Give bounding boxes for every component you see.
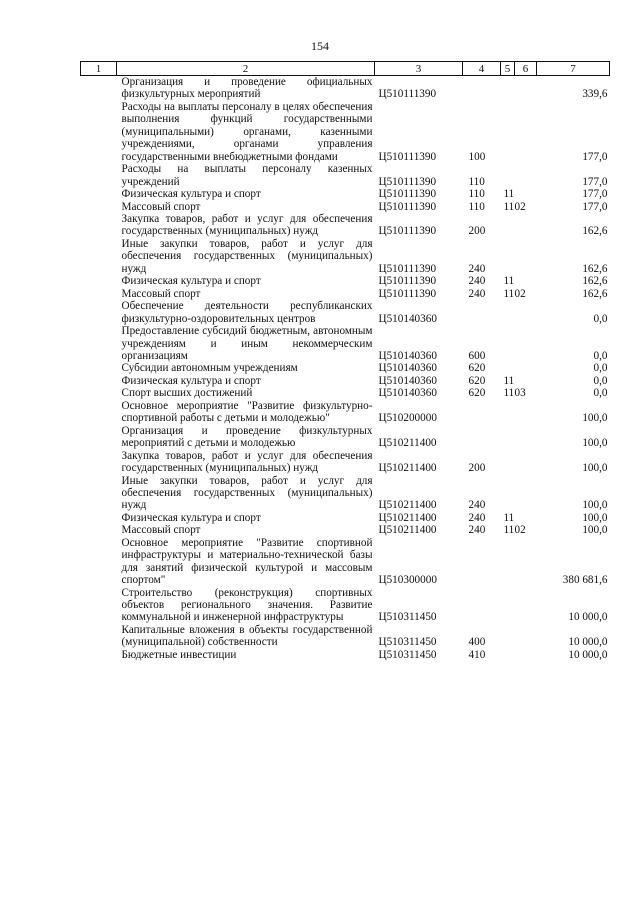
row-subsection	[515, 238, 537, 275]
row-name: Организация и проведение физкультурных мероприятий с детьми и молодежью	[121, 424, 373, 450]
row-number-cell	[81, 163, 117, 188]
row-subsection	[515, 425, 537, 450]
row-expense-type	[463, 537, 501, 587]
row-section	[501, 300, 515, 325]
page-number: 154	[311, 39, 329, 53]
table-row	[81, 375, 610, 387]
row-amount: 380 681,6	[562, 574, 608, 587]
row-number-cell	[81, 325, 117, 362]
row-number-cell	[81, 188, 117, 200]
table-row	[81, 524, 610, 536]
row-amount: 177,0	[582, 200, 608, 213]
row-amount: 177,0	[582, 175, 608, 188]
row-number-cell	[81, 375, 117, 387]
row-amount: 100,0	[582, 412, 608, 425]
row-expense-type: 620	[468, 362, 486, 375]
row-subsection	[515, 362, 537, 374]
table-header	[81, 62, 610, 76]
header-col-6: 6	[515, 62, 537, 76]
row-target-code: Ц510211400	[378, 499, 437, 512]
row-expense-type: 240	[468, 499, 486, 512]
row-expense-type: 620	[468, 374, 486, 387]
table-row	[81, 362, 610, 374]
table-body	[81, 76, 610, 662]
row-subsection	[515, 275, 537, 287]
row-name: Массовый спорт	[121, 287, 201, 300]
row-number-cell	[81, 512, 117, 524]
header-col-3: 3	[375, 62, 463, 76]
row-target-code: Ц510140360	[378, 374, 437, 387]
row-name: Расходы на выплаты персоналу казенных учреждений	[121, 163, 373, 188]
row-amount: 100,0	[582, 524, 608, 537]
row-section	[501, 213, 515, 238]
row-name: Иные закупки товаров, работ и услуг для обеспечения государственных (муниципальных) нужд	[121, 237, 373, 275]
row-amount: 10 000,0	[568, 648, 608, 661]
table-row	[81, 649, 610, 661]
row-number-cell	[81, 624, 117, 649]
header-col-5: 5	[501, 62, 515, 76]
row-target-code: Ц510311450	[378, 648, 437, 661]
row-number-cell	[81, 201, 117, 213]
row-expense-type: 100	[468, 150, 486, 163]
row-expense-type	[463, 76, 501, 101]
row-subsection	[515, 587, 537, 624]
row-expense-type: 240	[468, 511, 486, 524]
table-row	[81, 425, 610, 450]
table-row	[81, 275, 610, 287]
row-section	[501, 450, 515, 475]
row-subsection	[515, 537, 537, 587]
row-name: Основное мероприятие "Развитие спортивной инфраструктуры и материально-технической базы для занятий физической культурой и массовым спортом"	[121, 536, 373, 587]
budget-table	[80, 61, 610, 661]
row-section	[501, 537, 515, 587]
row-subsection: 02	[514, 200, 526, 213]
header-col-7: 7	[537, 62, 610, 76]
row-target-code: Ц510140360	[378, 312, 437, 325]
table-row	[81, 101, 610, 163]
row-expense-type: 110	[468, 188, 485, 201]
row-section	[501, 624, 515, 649]
row-name: Массовый спорт	[121, 200, 201, 213]
table-row	[81, 163, 610, 188]
row-expense-type	[463, 400, 501, 425]
row-section: 11	[503, 524, 515, 537]
row-subsection	[515, 375, 537, 387]
row-target-code: Ц510140360	[378, 387, 437, 400]
row-section	[501, 163, 515, 188]
row-target-code: Ц510311450	[378, 636, 437, 649]
row-target-code: Ц510211400	[378, 524, 437, 537]
row-amount: 162,6	[582, 287, 608, 300]
row-target-code: Ц510111390	[378, 262, 437, 275]
row-name: Физическая культура и спорт	[121, 374, 261, 387]
row-target-code: Ц510111390	[378, 188, 437, 201]
row-target-code: Ц510111390	[378, 275, 437, 288]
row-section: 11	[503, 511, 515, 524]
row-amount: 177,0	[582, 150, 608, 163]
row-expense-type: 410	[468, 648, 486, 661]
row-subsection: 02	[514, 287, 526, 300]
row-target-code: Ц510140360	[378, 349, 437, 362]
row-section	[501, 325, 515, 362]
row-amount: 100,0	[582, 511, 608, 524]
row-name: Закупка товаров, работ и услуг для обеспечения государственных (муниципальных) нужд	[121, 449, 373, 475]
row-number-cell	[81, 649, 117, 661]
row-subsection	[515, 624, 537, 649]
row-amount: 339,6	[582, 88, 608, 101]
row-number-cell	[81, 300, 117, 325]
row-expense-type: 200	[468, 225, 486, 238]
row-number-cell	[81, 587, 117, 624]
row-section: 11	[503, 374, 515, 387]
row-target-code: Ц510211400	[378, 437, 437, 450]
row-name: Обеспечение деятельности республиканских физкультурно-оздоровительных центров	[121, 300, 373, 325]
row-number-cell	[81, 275, 117, 287]
row-number-cell	[81, 362, 117, 374]
row-target-code: Ц510211400	[378, 511, 437, 524]
row-section: 11	[503, 200, 515, 213]
row-number-cell	[81, 76, 117, 101]
row-amount: 162,6	[582, 262, 608, 275]
row-section: 11	[503, 387, 515, 400]
row-amount: 0,0	[593, 374, 608, 387]
row-number-cell	[81, 238, 117, 275]
row-subsection	[515, 101, 537, 163]
row-name: Предоставление субсидий бюджетным, автономным учреждениям и иным некоммерческим организациям	[121, 325, 373, 362]
row-section	[501, 649, 515, 661]
row-subsection	[515, 649, 537, 661]
row-target-code: Ц510111390	[378, 175, 437, 188]
row-target-code: Ц510300000	[378, 574, 437, 587]
row-name: Строительство (реконструкция) спортивных объектов регионального значения. Развитие коммунальной и инженерной инфраструктуры	[121, 586, 373, 624]
row-expense-type: 240	[468, 262, 486, 275]
table-row	[81, 387, 610, 399]
row-subsection	[515, 325, 537, 362]
row-section	[501, 76, 515, 101]
row-amount: 10 000,0	[568, 636, 608, 649]
row-name: Физическая культура и спорт	[121, 188, 261, 201]
row-amount: 0,0	[593, 349, 608, 362]
table-row	[81, 238, 610, 275]
row-expense-type: 240	[468, 275, 486, 288]
row-subsection	[515, 400, 537, 425]
row-section	[501, 475, 515, 512]
table-row	[81, 201, 610, 213]
row-amount: 0,0	[593, 362, 608, 375]
table-row	[81, 587, 610, 624]
row-expense-type: 600	[468, 349, 486, 362]
row-name: Основное мероприятие "Развитие физкультурно-спортивной работы с детьми и молодежью"	[121, 399, 373, 425]
row-name: Организация и проведение официальных физкультурных мероприятий	[121, 76, 373, 101]
row-number-cell	[81, 450, 117, 475]
row-target-code: Ц510111390	[378, 287, 437, 300]
row-name: Субсидии автономным учреждениям	[121, 362, 298, 375]
row-name: Бюджетные инвестиции	[121, 648, 237, 661]
table-row	[81, 188, 610, 200]
header-col-2: 2	[117, 62, 375, 76]
row-subsection	[515, 213, 537, 238]
header-row	[81, 62, 610, 76]
row-target-code: Ц510111390	[378, 225, 437, 238]
row-target-code: Ц510140360	[378, 362, 437, 375]
row-target-code: Ц510111390	[378, 88, 437, 101]
row-number-cell	[81, 425, 117, 450]
row-amount: 100,0	[582, 499, 608, 512]
row-target-code: Ц510211400	[378, 462, 437, 475]
row-subsection	[515, 163, 537, 188]
table-row	[81, 537, 610, 587]
row-expense-type: 240	[468, 287, 486, 300]
row-expense-type: 620	[468, 387, 486, 400]
row-section: 11	[503, 287, 515, 300]
row-section: 11	[503, 275, 515, 288]
row-amount: 177,0	[582, 188, 608, 201]
row-expense-type: 240	[468, 524, 486, 537]
row-name: Спорт высших достижений	[121, 387, 253, 400]
row-section	[501, 400, 515, 425]
row-number-cell	[81, 537, 117, 587]
header-col-1: 1	[81, 62, 117, 76]
row-section: 11	[503, 188, 515, 201]
row-section	[501, 362, 515, 374]
row-subsection	[515, 512, 537, 524]
row-name: Иные закупки товаров, работ и услуг для обеспечения государственных (муниципальных) нужд	[121, 474, 373, 512]
row-number-cell	[81, 213, 117, 238]
row-expense-type	[463, 300, 501, 325]
row-amount: 162,6	[582, 225, 608, 238]
row-amount: 0,0	[593, 312, 608, 325]
row-number-cell	[81, 387, 117, 399]
row-number-cell	[81, 524, 117, 536]
row-name: Расходы на выплаты персоналу в целях обеспечения выполнения функций государственными (муниципальными) органами, казенными учреждениями, органами управления государственными внебюджетными фондами	[121, 100, 373, 163]
table-row	[81, 76, 610, 101]
table-row	[81, 213, 610, 238]
table-row	[81, 624, 610, 649]
row-subsection: 02	[514, 524, 526, 537]
row-target-code: Ц510111390	[378, 150, 437, 163]
row-amount: 10 000,0	[568, 611, 608, 624]
table-row	[81, 288, 610, 300]
header-col-4: 4	[463, 62, 501, 76]
row-target-code: Ц510200000	[378, 412, 437, 425]
table-row	[81, 475, 610, 512]
row-amount: 162,6	[582, 275, 608, 288]
row-section	[501, 587, 515, 624]
row-number-cell	[81, 101, 117, 163]
row-expense-type	[463, 587, 501, 624]
row-name: Закупка товаров, работ и услуг для обеспечения государственных (муниципальных) нужд	[121, 212, 373, 238]
table-row	[81, 325, 610, 362]
table-row	[81, 400, 610, 425]
row-subsection	[515, 450, 537, 475]
row-name: Массовый спорт	[121, 524, 201, 537]
row-number-cell	[81, 288, 117, 300]
row-amount: 100,0	[582, 462, 608, 475]
row-subsection	[515, 76, 537, 101]
row-name: Физическая культура и спорт	[121, 511, 261, 524]
row-expense-type: 110	[468, 200, 485, 213]
row-number-cell	[81, 400, 117, 425]
row-number-cell	[81, 475, 117, 512]
row-amount: 0,0	[593, 387, 608, 400]
row-expense-type: 200	[468, 462, 486, 475]
row-section	[501, 101, 515, 163]
row-expense-type	[463, 425, 501, 450]
row-subsection	[515, 300, 537, 325]
row-name: Физическая культура и спорт	[121, 275, 261, 288]
table-row	[81, 512, 610, 524]
table-row	[81, 450, 610, 475]
table-row	[81, 300, 610, 325]
row-subsection: 03	[514, 387, 526, 400]
row-subsection	[515, 188, 537, 200]
row-expense-type: 110	[468, 175, 485, 188]
row-name: Капитальные вложения в объекты государственной (муниципальной) собственности	[121, 623, 373, 649]
row-expense-type: 400	[468, 636, 486, 649]
row-amount: 100,0	[582, 437, 608, 450]
row-section	[501, 425, 515, 450]
row-subsection	[515, 475, 537, 512]
row-section	[501, 238, 515, 275]
row-target-code: Ц510111390	[378, 200, 437, 213]
row-target-code: Ц510311450	[378, 611, 437, 624]
